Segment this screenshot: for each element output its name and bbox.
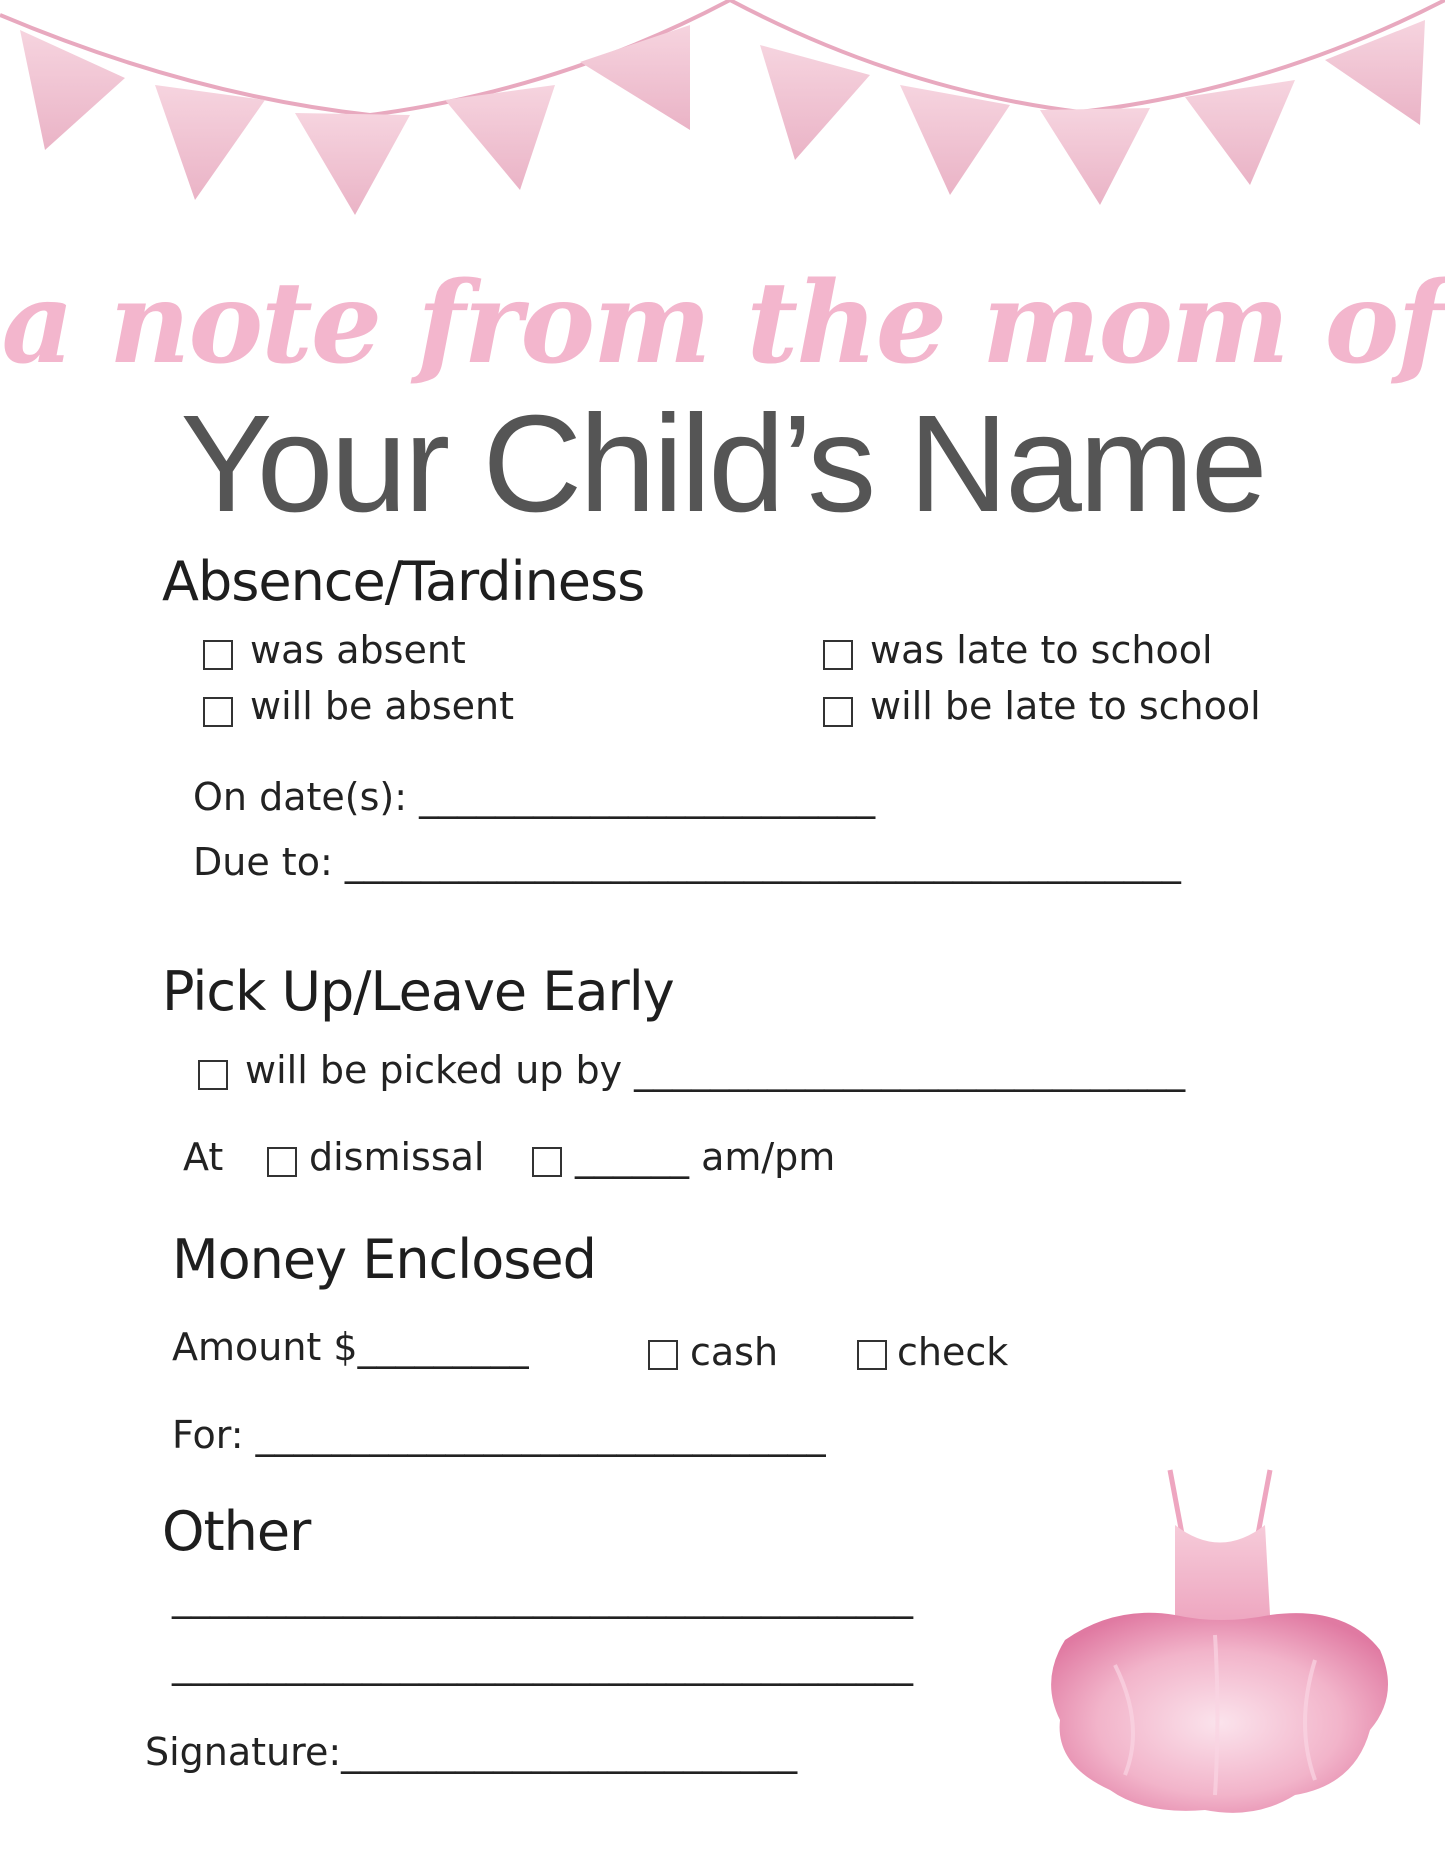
absence-heading: Absence/Tardiness [162, 550, 645, 613]
bunting-flag [1185, 80, 1295, 185]
bunting-flag [20, 30, 125, 150]
check-checkbox[interactable] [857, 1340, 887, 1370]
time-field[interactable]: ______ am/pm [575, 1135, 836, 1179]
bunting-flag [1325, 20, 1425, 125]
amount-field[interactable]: Amount $_________ [172, 1325, 529, 1369]
cash-label: cash [690, 1330, 779, 1374]
picked-up-by-field[interactable]: will be picked up by _____________________________ [245, 1048, 1186, 1092]
due-to-field[interactable]: Due to: ____________________________________________ [193, 840, 1181, 884]
bunting-flag [445, 85, 555, 190]
child-name-title: Your Child’s Name [180, 387, 1265, 541]
bunting-flag [760, 45, 870, 160]
was-absent-checkbox[interactable] [203, 640, 233, 670]
will-be-absent-label: will be absent [250, 684, 514, 728]
other-line-2[interactable]: _______________________________________ [172, 1642, 913, 1686]
was-late-checkbox[interactable] [823, 640, 853, 670]
note-script-title: a note from the mom of [1, 258, 1444, 389]
dismissal-label: dismissal [309, 1135, 485, 1179]
will-be-late-label: will be late to school [870, 684, 1261, 728]
other-heading: Other [162, 1500, 311, 1563]
bunting-flag [1040, 108, 1150, 205]
on-dates-field[interactable]: On date(s): ________________________ [193, 775, 876, 819]
picked-up-checkbox[interactable] [198, 1060, 228, 1090]
bunting-flag [900, 85, 1010, 195]
pickup-heading: Pick Up/Leave Early [162, 960, 674, 1023]
other-line-1[interactable]: _______________________________________ [172, 1575, 913, 1619]
was-absent-label: was absent [250, 628, 466, 672]
at-label: At [183, 1135, 224, 1179]
bunting-flag [295, 113, 410, 215]
money-heading: Money Enclosed [172, 1228, 596, 1291]
will-be-absent-checkbox[interactable] [203, 697, 233, 727]
check-label: check [897, 1330, 1009, 1374]
tutu-dress-illustration [1025, 1465, 1405, 1825]
was-late-label: was late to school [870, 628, 1213, 672]
for-field[interactable]: For: ______________________________ [172, 1413, 826, 1457]
time-checkbox[interactable] [532, 1147, 562, 1177]
will-be-late-checkbox[interactable] [823, 697, 853, 727]
bunting-flag [155, 85, 265, 200]
bunting-banner [0, 0, 1445, 230]
signature-field[interactable]: Signature:________________________ [145, 1730, 798, 1774]
dismissal-checkbox[interactable] [267, 1147, 297, 1177]
bunting-flag [580, 25, 690, 130]
cash-checkbox[interactable] [648, 1340, 678, 1370]
